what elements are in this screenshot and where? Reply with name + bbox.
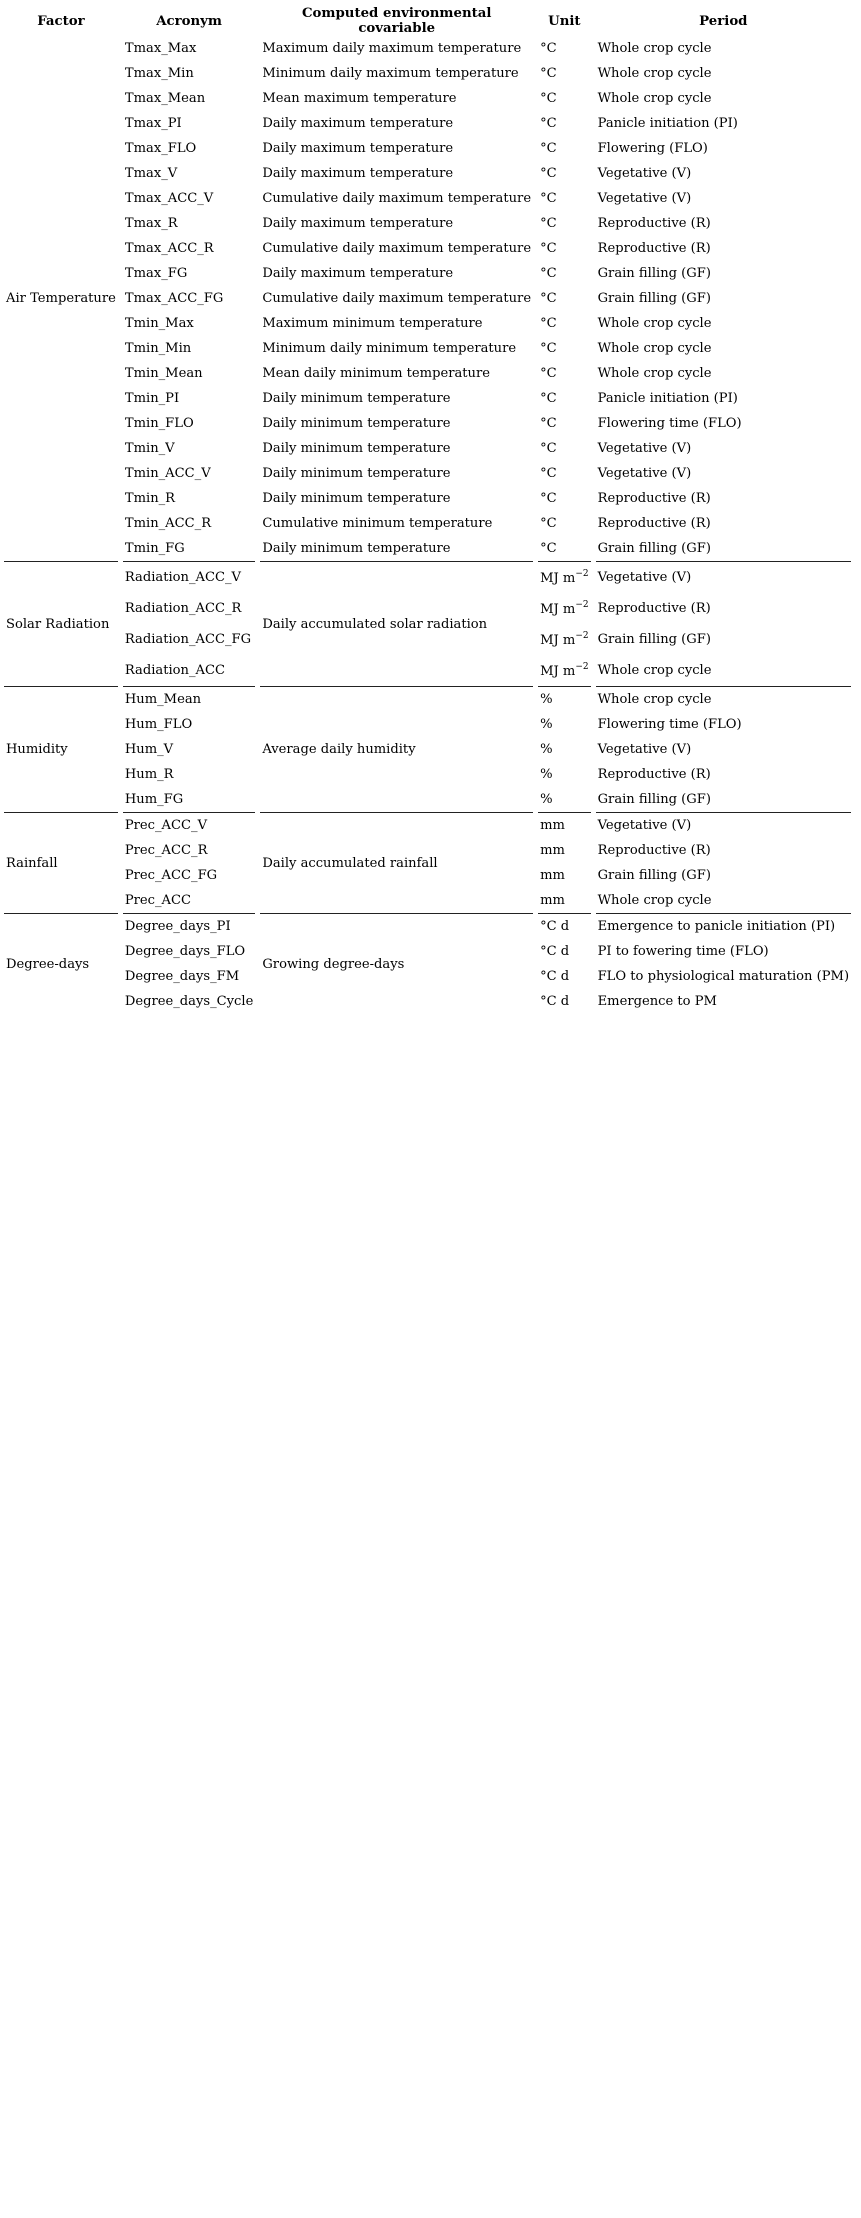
header-row — [4, 6, 851, 36]
unit-text: % — [540, 742, 553, 757]
unit-text: °C — [540, 366, 557, 381]
unit-text: °C — [540, 116, 557, 131]
unit-text: % — [540, 792, 553, 807]
unit-text: % — [540, 692, 553, 707]
acronym-cell: Radiation_ACC — [124, 663, 226, 678]
unit-exponent: −2 — [575, 631, 589, 641]
period-cell: Whole crop cycle — [597, 91, 712, 106]
unit-text: MJ m — [540, 633, 576, 648]
unit-text: °C — [540, 491, 557, 506]
table-row — [4, 486, 851, 511]
acronym-cell: Prec_ACC_FG — [124, 868, 218, 883]
acronym-cell: Degree_days_FM — [124, 969, 240, 984]
acronym-cell: Tmax_Max — [124, 41, 197, 56]
unit-exponent: −2 — [575, 569, 589, 579]
unit-cell — [538, 888, 591, 913]
unit-cell — [538, 461, 591, 486]
header-period: Period — [699, 13, 748, 29]
period-cell: Whole crop cycle — [596, 686, 851, 712]
acronym-cell: Tmin_V — [124, 441, 175, 456]
factor-cell: Solar Radiation — [4, 561, 118, 686]
unit-text: °C — [540, 291, 557, 306]
unit-text: mm — [540, 843, 565, 858]
covariable-cell: Daily maximum temperature — [262, 116, 454, 131]
acronym-cell: Tmin_R — [124, 491, 176, 506]
acronym-cell: Tmax_R — [124, 216, 178, 231]
table-row — [4, 236, 851, 261]
acronym-cell: Hum_FG — [124, 792, 184, 807]
unit-cell — [538, 787, 591, 812]
table-row — [4, 286, 851, 311]
table-row — [4, 261, 851, 286]
unit-text: °C — [540, 191, 557, 206]
acronym-cell: Tmax_ACC_FG — [124, 291, 224, 306]
unit-cell — [538, 913, 591, 939]
unit-cell — [538, 593, 591, 624]
period-cell: Flowering (FLO) — [597, 141, 708, 156]
unit-cell — [538, 863, 591, 888]
covariable-cell: Average daily humidity — [260, 686, 533, 812]
acronym-cell: Tmin_Min — [124, 341, 192, 356]
unit-cell — [538, 686, 591, 712]
acronym-cell: Tmin_Max — [124, 316, 194, 331]
acronym-cell: Tmin_FG — [124, 541, 185, 556]
period-cell: Reproductive (R) — [597, 216, 711, 231]
period-cell: Reproductive (R) — [597, 601, 711, 616]
period-cell: Flowering time (FLO) — [597, 416, 742, 431]
covariable-table — [0, 6, 856, 1014]
unit-cell — [538, 186, 591, 211]
table-row — [4, 461, 851, 486]
unit-cell — [538, 261, 591, 286]
table-row — [4, 186, 851, 211]
covariable-cell: Mean daily minimum temperature — [262, 366, 491, 381]
acronym-cell: Degree_days_Cycle — [124, 994, 254, 1009]
unit-text: °C — [540, 466, 557, 481]
period-cell: Grain filling (GF) — [597, 541, 711, 556]
covariable-cell: Daily minimum temperature — [262, 541, 451, 556]
table-row — [4, 361, 851, 386]
acronym-cell: Tmax_Min — [124, 66, 194, 81]
unit-text: °C — [540, 266, 557, 281]
unit-exponent: −2 — [575, 662, 589, 672]
period-cell: Grain filling (GF) — [597, 632, 711, 647]
period-cell: Vegetative (V) — [596, 561, 851, 593]
acronym-cell: Tmax_FG — [124, 266, 188, 281]
acronym-cell: Tmax_PI — [124, 116, 182, 131]
covariable-cell: Maximum daily maximum temperature — [262, 41, 522, 56]
unit-cell — [538, 762, 591, 787]
period-cell: Whole crop cycle — [597, 366, 712, 381]
table-body — [4, 36, 851, 1014]
unit-cell — [538, 411, 591, 436]
period-cell: Panicle initiation (PI) — [597, 116, 738, 131]
covariable-cell: Mean maximum temperature — [262, 91, 457, 106]
covariable-cell: Daily maximum temperature — [262, 266, 454, 281]
acronym-cell: Tmax_ACC_R — [124, 241, 214, 256]
period-cell: Reproductive (R) — [597, 767, 711, 782]
period-cell: Vegetative (V) — [597, 466, 692, 481]
factor-cell: Air Temperature — [6, 291, 116, 306]
table-row — [4, 561, 851, 593]
unit-cell — [538, 624, 591, 655]
covariable-cell: Minimum daily minimum temperature — [262, 341, 517, 356]
unit-text: MJ m — [540, 664, 576, 679]
acronym-cell: Hum_V — [124, 742, 174, 757]
period-cell: Whole crop cycle — [597, 893, 712, 908]
unit-cell — [538, 561, 591, 593]
covariable-cell: Daily maximum temperature — [262, 166, 454, 181]
unit-text: mm — [540, 868, 565, 883]
period-cell: Vegetative (V) — [597, 191, 692, 206]
factor-cell: Degree-days — [4, 913, 118, 1014]
table-row — [4, 436, 851, 461]
unit-text: % — [540, 717, 553, 732]
unit-text: °C — [540, 541, 557, 556]
unit-cell — [538, 386, 591, 411]
period-cell: Vegetative (V) — [597, 441, 692, 456]
period-cell: Reproductive (R) — [597, 491, 711, 506]
covariable-cell: Cumulative daily maximum temperature — [262, 241, 532, 256]
factor-cell: Humidity — [4, 686, 118, 812]
unit-cell — [538, 86, 591, 111]
table-row — [4, 136, 851, 161]
acronym-cell: Radiation_ACC_V — [123, 561, 255, 593]
period-cell: Emergence to PM — [597, 994, 717, 1009]
acronym-cell: Tmax_FLO — [124, 141, 197, 156]
covariable-cell: Daily accumulated rainfall — [260, 812, 533, 913]
table-row — [4, 36, 851, 61]
covariable-cell: Daily maximum temperature — [262, 216, 454, 231]
header-acronym: Acronym — [156, 13, 222, 29]
table-row — [4, 386, 851, 411]
unit-cell — [538, 812, 591, 838]
covariable-cell: Daily minimum temperature — [262, 491, 451, 506]
table-row — [4, 536, 851, 561]
unit-cell — [538, 655, 591, 686]
header-factor: Factor — [37, 13, 85, 29]
unit-text: °C — [540, 41, 557, 56]
unit-cell — [538, 111, 591, 136]
period-cell: Whole crop cycle — [597, 341, 712, 356]
acronym-cell: Hum_FLO — [124, 717, 193, 732]
unit-cell — [538, 989, 591, 1014]
unit-text: °C — [540, 241, 557, 256]
covariable-cell: Daily accumulated solar radiation — [260, 561, 533, 686]
unit-text: % — [540, 767, 553, 782]
unit-text: °C — [540, 441, 557, 456]
covariable-cell: Daily minimum temperature — [262, 441, 451, 456]
acronym-cell: Tmin_Mean — [124, 366, 203, 381]
period-cell: Vegetative (V) — [596, 812, 851, 838]
covariable-cell: Cumulative daily maximum temperature — [262, 191, 532, 206]
unit-cell — [538, 436, 591, 461]
table-row — [4, 161, 851, 186]
acronym-cell: Tmin_PI — [124, 391, 180, 406]
table-row — [4, 311, 851, 336]
unit-text: mm — [540, 893, 565, 908]
table-row — [4, 86, 851, 111]
acronym-cell: Tmin_ACC_R — [124, 516, 212, 531]
unit-text: °C — [540, 141, 557, 156]
period-cell: Whole crop cycle — [597, 41, 712, 56]
period-cell: Vegetative (V) — [597, 166, 692, 181]
unit-text: °C d — [540, 969, 570, 984]
table-row — [4, 211, 851, 236]
acronym-cell: Tmax_V — [124, 166, 178, 181]
acronym-cell: Tmax_Mean — [124, 91, 206, 106]
header-covariable: Computed environmental covariable — [301, 6, 492, 36]
unit-cell — [538, 336, 591, 361]
unit-cell — [538, 486, 591, 511]
acronym-cell: Prec_ACC_R — [124, 843, 208, 858]
acronym-cell: Radiation_ACC_FG — [124, 632, 252, 647]
acronym-cell: Degree_days_PI — [123, 913, 255, 939]
unit-cell — [538, 136, 591, 161]
unit-text: MJ m — [540, 602, 576, 617]
acronym-cell: Tmax_ACC_V — [124, 191, 214, 206]
period-cell: Grain filling (GF) — [597, 266, 711, 281]
covariable-cell: Maximum minimum temperature — [262, 316, 483, 331]
period-cell: Grain filling (GF) — [597, 868, 711, 883]
period-cell: Panicle initiation (PI) — [597, 391, 738, 406]
unit-cell — [538, 286, 591, 311]
table-row — [4, 411, 851, 436]
unit-cell — [538, 712, 591, 737]
period-cell: Grain filling (GF) — [597, 792, 711, 807]
unit-cell — [538, 737, 591, 762]
unit-text: °C — [540, 316, 557, 331]
unit-cell — [538, 61, 591, 86]
period-cell: Grain filling (GF) — [597, 291, 711, 306]
acronym-cell: Radiation_ACC_R — [124, 601, 242, 616]
covariable-cell: Cumulative minimum temperature — [262, 516, 493, 531]
table-row — [4, 111, 851, 136]
unit-text: °C — [540, 91, 557, 106]
covariable-cell: Daily minimum temperature — [262, 416, 451, 431]
covariable-cell: Growing degree-days — [260, 913, 533, 1014]
period-cell: Reproductive (R) — [597, 843, 711, 858]
period-cell: Whole crop cycle — [597, 66, 712, 81]
unit-exponent: −2 — [575, 600, 589, 610]
acronym-cell: Tmin_ACC_V — [124, 466, 211, 481]
acronym-cell: Tmin_FLO — [124, 416, 194, 431]
unit-cell — [538, 536, 591, 561]
table-row — [4, 913, 851, 939]
unit-cell — [538, 361, 591, 386]
period-cell: PI to fowering time (FLO) — [597, 944, 769, 959]
table-row — [4, 686, 851, 712]
period-cell: Emergence to panicle initiation (PI) — [596, 913, 851, 939]
unit-text: °C — [540, 216, 557, 231]
period-cell: Reproductive (R) — [597, 516, 711, 531]
unit-text: °C — [540, 516, 557, 531]
period-cell: Flowering time (FLO) — [597, 717, 742, 732]
table-row — [4, 336, 851, 361]
unit-text: MJ m — [540, 571, 576, 586]
unit-cell — [538, 964, 591, 989]
unit-cell — [538, 311, 591, 336]
acronym-cell: Hum_R — [124, 767, 174, 782]
covariable-cell: Daily maximum temperature — [262, 141, 454, 156]
unit-cell — [538, 236, 591, 261]
unit-cell — [538, 211, 591, 236]
unit-text: °C d — [540, 944, 570, 959]
unit-text: mm — [540, 818, 565, 833]
unit-text: °C d — [540, 994, 570, 1009]
unit-text: °C d — [540, 919, 570, 934]
unit-text: °C — [540, 341, 557, 356]
period-cell: Reproductive (R) — [597, 241, 711, 256]
table-row — [4, 511, 851, 536]
period-cell: Whole crop cycle — [597, 316, 712, 331]
period-cell: Vegetative (V) — [597, 742, 692, 757]
unit-cell — [538, 939, 591, 964]
acronym-cell: Degree_days_FLO — [124, 944, 246, 959]
unit-cell — [538, 838, 591, 863]
covariable-cell: Cumulative daily maximum temperature — [262, 291, 532, 306]
covariable-cell: Minimum daily maximum temperature — [262, 66, 519, 81]
unit-text: °C — [540, 416, 557, 431]
unit-cell — [538, 161, 591, 186]
unit-cell — [538, 36, 591, 61]
table-row — [4, 61, 851, 86]
unit-cell — [538, 511, 591, 536]
covariable-cell: Daily minimum temperature — [262, 466, 451, 481]
period-cell: FLO to physiological maturation (PM) — [597, 969, 850, 984]
table-row — [4, 812, 851, 838]
acronym-cell: Prec_ACC — [124, 893, 192, 908]
unit-text: °C — [540, 166, 557, 181]
unit-text: °C — [540, 391, 557, 406]
acronym-cell: Prec_ACC_V — [123, 812, 255, 838]
covariable-cell: Daily minimum temperature — [262, 391, 451, 406]
period-cell: Whole crop cycle — [597, 663, 712, 678]
unit-text: °C — [540, 66, 557, 81]
acronym-cell: Hum_Mean — [123, 686, 255, 712]
header-unit: Unit — [548, 13, 581, 29]
factor-cell: Rainfall — [4, 812, 118, 913]
